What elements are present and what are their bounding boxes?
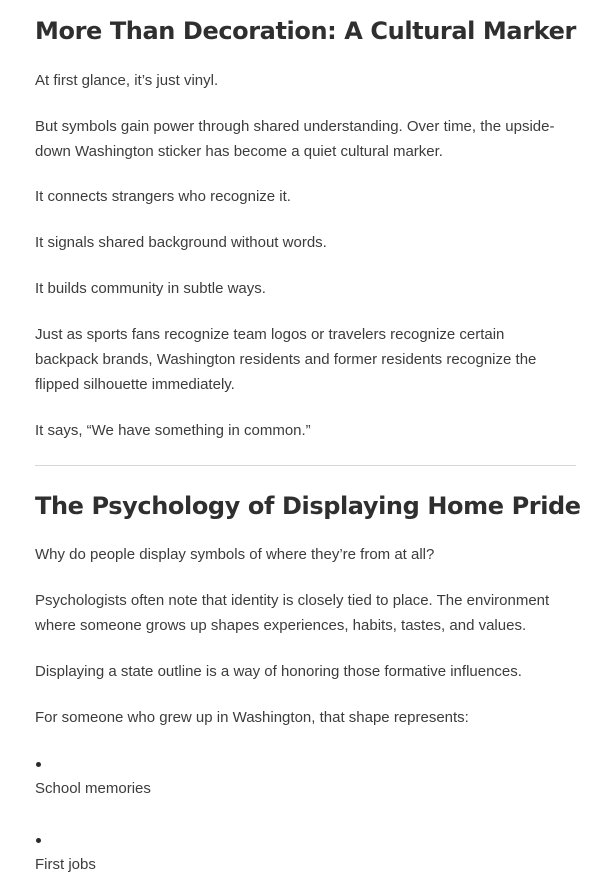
paragraph: Just as sports fans recognize team logos or travelers recognize certain backpack brands, Washington residents and former residents recognize the flipped silhouette immediately. xyxy=(35,326,537,393)
paragraph: Displaying a state outline is a way of honoring those formative influences. xyxy=(35,663,522,680)
paragraph: It says, “We have something in common.” xyxy=(35,422,311,439)
paragraph: It connects strangers who recognize it. xyxy=(35,188,291,205)
section-divider xyxy=(35,465,576,466)
list-item xyxy=(35,838,41,843)
paragraph: At first glance, it’s just vinyl. xyxy=(35,72,219,89)
paragraph: For someone who grew up in Washington, that shape represents: xyxy=(35,709,469,726)
section-heading-psychology: The Psychology of Displaying Home Pride xyxy=(35,492,581,520)
list-item-text: First jobs xyxy=(35,856,96,873)
paragraph: It signals shared background without words. xyxy=(35,234,327,251)
list-item xyxy=(35,762,41,767)
bullet-dot xyxy=(36,762,41,767)
paragraph: Why do people display symbols of where they’re from at all? xyxy=(35,546,435,563)
paragraph: But symbols gain power through shared understanding. Over time, the upside-down Washington sticker has become a quiet cultural marker. xyxy=(35,118,555,160)
paragraph: It builds community in subtle ways. xyxy=(35,280,266,297)
paragraph: Psychologists often note that identity is closely tied to place. The environment where someone grows up shapes experiences, habits, tastes, and values. xyxy=(35,592,550,634)
section-heading-cultural-marker: More Than Decoration: A Cultural Marker xyxy=(35,17,576,45)
bullet-dot xyxy=(36,838,41,843)
list-item-text: School memories xyxy=(35,780,151,797)
